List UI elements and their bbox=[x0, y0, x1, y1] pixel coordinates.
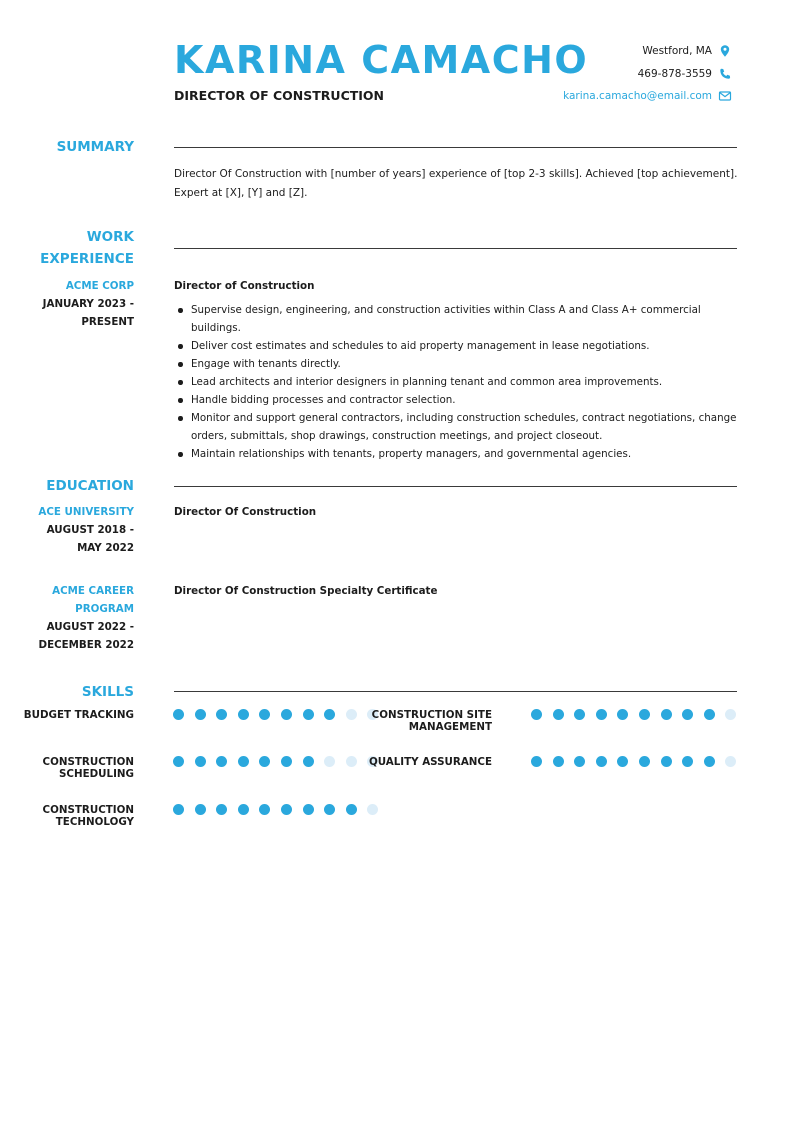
skills-divider bbox=[174, 691, 737, 692]
school-name-line1: ACME CAREER bbox=[52, 585, 134, 597]
summary-text: Director Of Construction with [number of years] experience of [top 2-3 skills]. Achieved [top achievement]. Expert at [X], [Y] and [Z]. bbox=[174, 168, 738, 199]
skill-dot-filled bbox=[238, 804, 249, 815]
list-item: Supervise design, engineering, and construction activities within Class A and Class A+ commercial buildings. bbox=[174, 301, 739, 337]
work-heading-line2: EXPERIENCE bbox=[40, 251, 134, 267]
skill-dot-empty bbox=[725, 756, 736, 767]
list-item: Deliver cost estimates and schedules to aid property management in lease negotiations. bbox=[174, 337, 739, 355]
job-bullets bbox=[174, 301, 739, 463]
edu-date-start: AUGUST 2018 - bbox=[46, 524, 134, 536]
skill-dot-filled bbox=[238, 709, 249, 720]
school-name: ACE UNIVERSITY bbox=[38, 506, 134, 518]
education-meta-2 bbox=[30, 582, 134, 654]
skill-rating bbox=[173, 804, 389, 815]
edu-date-end: MAY 2022 bbox=[77, 542, 134, 554]
skill-dot-filled bbox=[259, 709, 270, 720]
skill-dot-filled bbox=[173, 804, 184, 815]
skill-dot-filled bbox=[173, 709, 184, 720]
skill-dot-filled bbox=[324, 709, 335, 720]
skill-dot-filled bbox=[574, 709, 585, 720]
skill-dot-filled bbox=[531, 756, 542, 767]
education-heading: EDUCATION bbox=[46, 478, 134, 494]
certificate-name: Director Of Construction Specialty Certificate bbox=[174, 585, 438, 597]
skill-dot-filled bbox=[704, 756, 715, 767]
skill-rating bbox=[173, 709, 389, 720]
job-date-start: JANUARY 2023 - bbox=[42, 298, 134, 310]
school-name-line2: PROGRAM bbox=[75, 603, 134, 615]
skill-dot-filled bbox=[617, 709, 628, 720]
envelope-icon bbox=[718, 89, 732, 103]
skill-dot-filled bbox=[216, 804, 227, 815]
skill-dot-filled bbox=[574, 756, 585, 767]
skill-rating bbox=[531, 756, 747, 767]
skill-label-line2: MANAGEMENT bbox=[408, 721, 492, 733]
skill-dot-filled bbox=[553, 709, 564, 720]
skill-dot-empty bbox=[725, 709, 736, 720]
skill-dot-filled bbox=[259, 804, 270, 815]
location-text: Westford, MA bbox=[642, 45, 712, 57]
skill-label bbox=[0, 756, 134, 780]
list-item: Engage with tenants directly. bbox=[174, 355, 739, 373]
edu-date-end: DECEMBER 2022 bbox=[38, 639, 134, 651]
work-divider bbox=[174, 248, 737, 249]
skill-dot-filled bbox=[238, 756, 249, 767]
skill-dot-filled bbox=[281, 804, 292, 815]
email-link[interactable]: karina.camacho@email.com bbox=[563, 90, 712, 102]
skill-dot-filled bbox=[303, 804, 314, 815]
skill-dot-filled bbox=[195, 756, 206, 767]
work-heading bbox=[30, 226, 134, 270]
skill-dot-filled bbox=[281, 756, 292, 767]
skill-dot-filled bbox=[346, 804, 357, 815]
skill-dot-filled bbox=[216, 756, 227, 767]
contact-location bbox=[472, 40, 732, 62]
skill-dot-filled bbox=[259, 756, 270, 767]
skill-dot-filled bbox=[553, 756, 564, 767]
map-pin-icon bbox=[718, 44, 732, 58]
skill-rating bbox=[173, 756, 389, 767]
skill-label-line1: CONSTRUCTION bbox=[42, 804, 134, 816]
skill-dot-filled bbox=[281, 709, 292, 720]
skill-dot-filled bbox=[596, 756, 607, 767]
skill-dot-filled bbox=[682, 709, 693, 720]
candidate-name: KARINA CAMACHO bbox=[174, 38, 589, 82]
contact-block bbox=[472, 40, 732, 108]
contact-email bbox=[472, 85, 732, 107]
skill-label-line2: TECHNOLOGY bbox=[55, 816, 134, 828]
skill-rating bbox=[531, 709, 747, 720]
skill-dot-empty bbox=[324, 756, 335, 767]
skill-label bbox=[358, 756, 492, 768]
skill-dot-empty bbox=[367, 804, 378, 815]
list-item: Monitor and support general contractors, including construction schedules, contract negotiations, change orders, submittals, shop drawings, construction meetings, and project closeout. bbox=[174, 409, 739, 445]
skill-dot-filled bbox=[303, 709, 314, 720]
skill-dot-filled bbox=[661, 709, 672, 720]
skill-label bbox=[0, 709, 134, 721]
company-name: ACME CORP bbox=[65, 280, 134, 292]
skill-label-line2: SCHEDULING bbox=[59, 768, 134, 780]
skill-label bbox=[0, 804, 134, 828]
skill-dot-filled bbox=[596, 709, 607, 720]
education-divider bbox=[174, 486, 737, 487]
list-item: Lead architects and interior designers in planning tenant and common area improvements. bbox=[174, 373, 739, 391]
skill-dot-filled bbox=[639, 756, 650, 767]
skill-dot-empty bbox=[346, 756, 357, 767]
skill-dot-filled bbox=[303, 756, 314, 767]
skill-dot-filled bbox=[195, 709, 206, 720]
skill-dot-filled bbox=[216, 709, 227, 720]
job-meta bbox=[30, 277, 134, 331]
skill-dot-filled bbox=[639, 709, 650, 720]
summary-divider bbox=[174, 147, 737, 148]
list-item: Maintain relationships with tenants, property managers, and governmental agencies. bbox=[174, 445, 739, 463]
summary-heading: SUMMARY bbox=[56, 139, 134, 155]
edu-date-start: AUGUST 2022 - bbox=[46, 621, 134, 633]
skill-dot-filled bbox=[195, 804, 206, 815]
skill-dot-filled bbox=[324, 804, 335, 815]
skill-dot-filled bbox=[682, 756, 693, 767]
job-role: Director of Construction bbox=[174, 280, 315, 292]
skills-heading: SKILLS bbox=[81, 684, 134, 700]
skill-label-line1: CONSTRUCTION SITE bbox=[371, 709, 492, 721]
education-meta-1 bbox=[30, 503, 134, 557]
job-date-end: PRESENT bbox=[81, 316, 134, 328]
skill-dot-filled bbox=[617, 756, 628, 767]
skill-label-line1: QUALITY ASSURANCE bbox=[368, 756, 492, 768]
phone-icon bbox=[718, 67, 732, 81]
skill-label-line1: CONSTRUCTION bbox=[42, 756, 134, 768]
skill-label bbox=[358, 709, 492, 733]
phone-text: 469-878-3559 bbox=[637, 67, 712, 80]
skill-dot-filled bbox=[531, 709, 542, 720]
skill-label-line1: BUDGET TRACKING bbox=[23, 709, 134, 721]
skill-dot-empty bbox=[346, 709, 357, 720]
work-heading-line1: WORK bbox=[86, 229, 134, 245]
skill-dot-filled bbox=[661, 756, 672, 767]
contact-phone bbox=[472, 63, 732, 85]
job-title: DIRECTOR OF CONSTRUCTION bbox=[174, 88, 385, 103]
list-item: Handle bidding processes and contractor selection. bbox=[174, 391, 739, 409]
skill-dot-filled bbox=[704, 709, 715, 720]
degree-name: Director Of Construction bbox=[174, 506, 317, 518]
skill-dot-filled bbox=[173, 756, 184, 767]
